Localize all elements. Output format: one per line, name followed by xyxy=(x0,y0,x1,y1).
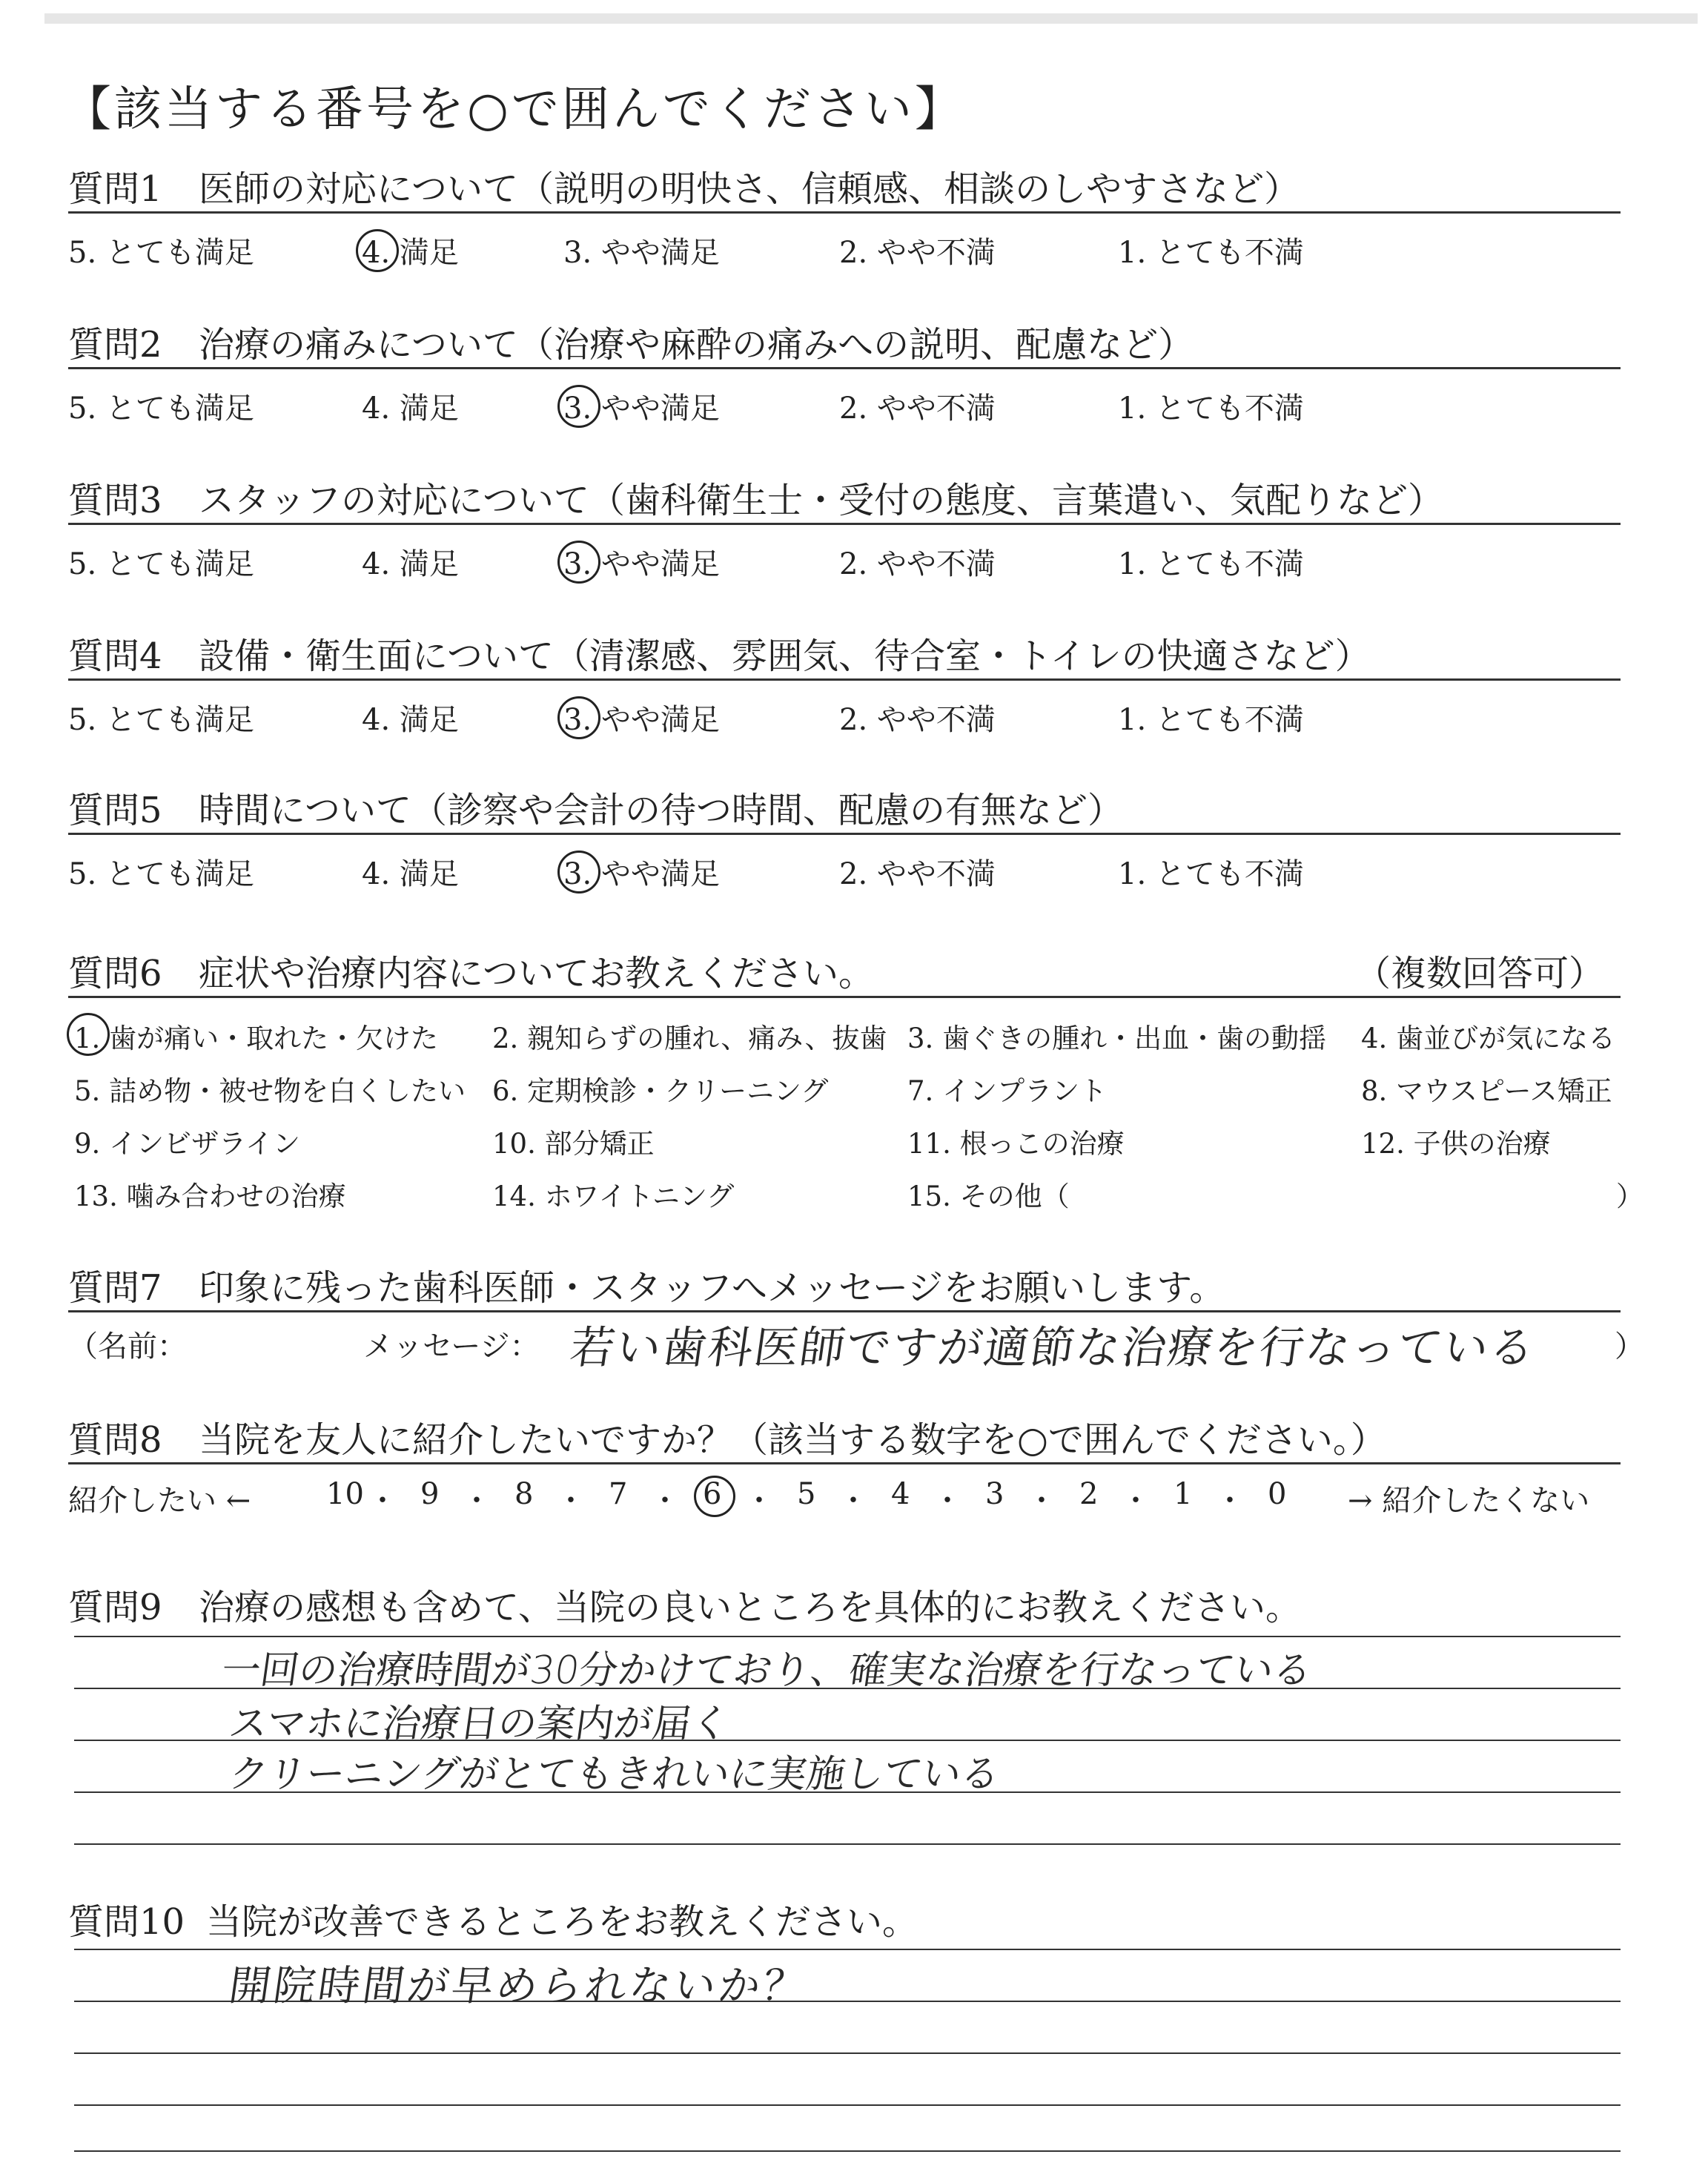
rating-option[interactable]: 1. とても不満 xyxy=(1118,392,1304,426)
question-6 xyxy=(68,951,1621,998)
rating-option[interactable]: 3. やや満足 xyxy=(563,392,720,426)
question-2 xyxy=(68,323,1621,369)
rating-option[interactable]: 1. とても不満 xyxy=(1118,547,1304,581)
question-text: 時間について（診察や会計の待つ時間、配慮の有無など） xyxy=(199,790,1124,831)
scale-value[interactable]: 1 xyxy=(1174,1477,1193,1511)
question-text: 印象に残った歯科医師・スタッフへメッセージをお願いします。 xyxy=(199,1267,1225,1309)
scale-value[interactable]: 2 xyxy=(1079,1477,1099,1511)
message-label: メッセージ： xyxy=(363,1330,540,1364)
scale-value[interactable]: 3 xyxy=(985,1477,1004,1511)
question-text: 当院を友人に紹介したいですか？（該当する数字を○で囲んでください。） xyxy=(199,1419,1386,1461)
name-label: （名前： xyxy=(68,1330,187,1364)
rating-option[interactable]: 4. 満足 xyxy=(362,857,459,891)
scale-value[interactable]: 4 xyxy=(891,1477,910,1511)
symptom-choice[interactable]: 6. 定期検診・クリーニング xyxy=(492,1075,829,1107)
question-text: 当院が改善できるところをお教えください。 xyxy=(206,1901,918,1943)
selection-circle xyxy=(67,1013,110,1056)
scale-value[interactable]: 0 xyxy=(1268,1477,1287,1511)
handwritten-improvement: 開院時間が早められないか？ xyxy=(225,1962,811,2010)
scale-separator: ・ xyxy=(556,1484,586,1518)
rating-option[interactable]: 4. 満足 xyxy=(362,236,459,270)
scan-edge xyxy=(44,13,1698,24)
question-4 xyxy=(68,634,1621,681)
symptom-choice[interactable]: 3. 歯ぐきの腫れ・出血・歯の動揺 xyxy=(907,1023,1327,1054)
symptom-choice[interactable]: 13. 噛み合わせの治療 xyxy=(74,1180,346,1212)
scale-separator: ・ xyxy=(650,1484,680,1518)
writing-line xyxy=(74,1636,1621,1637)
question-number: 質問1 xyxy=(68,168,162,210)
symptom-choice[interactable]: 1. 歯が痛い・取れた・欠けた xyxy=(74,1023,439,1054)
selection-circle xyxy=(557,851,600,894)
scale-separator: ・ xyxy=(933,1484,962,1518)
rating-option[interactable]: 3. やや満足 xyxy=(563,547,720,581)
not-recommend-label: → 紹介したくない xyxy=(1348,1484,1590,1518)
symptom-choice[interactable]: 9. インビザライン xyxy=(74,1128,300,1160)
question-text: 医師の対応について（説明の明快さ、信頼感、相談のしやすさなど） xyxy=(199,168,1300,210)
rating-option[interactable]: 1. とても不満 xyxy=(1118,236,1304,270)
question-text: 治療の感想も含めて、当院の良いところを具体的にお教えください。 xyxy=(199,1587,1302,1628)
symptom-choice[interactable]: 14. ホワイトニング xyxy=(492,1180,735,1212)
selection-circle xyxy=(356,229,399,272)
scale-value[interactable]: 6 xyxy=(703,1477,722,1511)
scale-separator: ・ xyxy=(838,1484,868,1518)
question-number: 質問6 xyxy=(68,953,162,994)
symptom-choice[interactable]: 2. 親知らずの腫れ、痛み、抜歯 xyxy=(492,1023,887,1054)
handwritten-answer-line-1: 一回の治療時間が30分かけており、確実な治療を行なっている xyxy=(219,1648,1315,1693)
question-text: 設備・衛生面について（清潔感、雰囲気、待合室・トイレの快適さなど） xyxy=(199,635,1371,677)
rating-option[interactable]: 4. 満足 xyxy=(362,547,459,581)
question-text: 治療の痛みについて（治療や麻酔の痛みへの説明、配慮など） xyxy=(199,324,1194,366)
symptom-choice[interactable]: 12. 子供の治療 xyxy=(1361,1128,1551,1160)
scale-separator: ・ xyxy=(1027,1484,1056,1518)
rating-option[interactable]: 5. とても満足 xyxy=(68,857,254,891)
question-number: 質問3 xyxy=(68,480,162,521)
symptom-choice[interactable]: 11. 根っこの治療 xyxy=(907,1128,1125,1160)
question-5 xyxy=(68,788,1621,835)
handwritten-answer-line-3: クリーニングがとてもきれいに実施している xyxy=(226,1752,1003,1797)
question-text: スタッフの対応について（歯科衛生士・受付の態度、言葉遣い、気配りなど） xyxy=(199,480,1444,521)
symptom-choice[interactable]: 5. 詰め物・被せ物を白くしたい xyxy=(74,1075,466,1107)
writing-line xyxy=(74,1949,1621,1950)
message-close-paren: ） xyxy=(1615,1330,1644,1364)
rating-option[interactable]: 5. とても満足 xyxy=(68,236,254,270)
writing-line xyxy=(74,2052,1621,2054)
symptom-choice[interactable]: 4. 歯並びが気になる xyxy=(1361,1023,1616,1054)
rating-option[interactable]: 1. とても不満 xyxy=(1118,857,1304,891)
symptom-choice[interactable]: 7. インプラント xyxy=(907,1075,1108,1107)
rating-option[interactable]: 5. とても満足 xyxy=(68,547,254,581)
question-8 xyxy=(68,1418,1621,1464)
symptom-choice[interactable]: 10. 部分矯正 xyxy=(492,1128,655,1160)
selection-circle xyxy=(557,385,600,428)
scale-separator: ・ xyxy=(368,1484,397,1518)
scale-value[interactable]: 9 xyxy=(420,1477,440,1511)
rating-option[interactable]: 3. やや満足 xyxy=(563,857,720,891)
question-7 xyxy=(68,1266,1621,1312)
scale-separator: ・ xyxy=(1121,1484,1151,1518)
rating-option[interactable]: 2. やや不満 xyxy=(839,236,996,270)
rating-option[interactable]: 4. 満足 xyxy=(362,392,459,426)
scale-value[interactable]: 8 xyxy=(514,1477,534,1511)
rating-option[interactable]: 2. やや不満 xyxy=(839,703,996,737)
scale-value[interactable]: 7 xyxy=(609,1477,628,1511)
scale-separator: ・ xyxy=(744,1484,774,1518)
rating-option[interactable]: 3. やや満足 xyxy=(563,236,720,270)
rating-option[interactable]: 2. やや不満 xyxy=(839,857,996,891)
question-number: 質問8 xyxy=(68,1419,162,1461)
scale-value[interactable]: 5 xyxy=(797,1477,816,1511)
handwritten-answer-line-2: スマホに治療日の案内が届く xyxy=(226,1702,733,1746)
page-title: 【該当する番号を○で囲んでください】 xyxy=(64,82,965,137)
question-3 xyxy=(68,478,1621,525)
question-1 xyxy=(68,167,1621,214)
scale-value[interactable]: 10 xyxy=(326,1477,364,1511)
scale-separator: ・ xyxy=(1215,1484,1245,1518)
question-number: 質問2 xyxy=(68,324,162,366)
question-10 xyxy=(68,1900,1621,1944)
symptom-choice[interactable]: 8. マウスピース矯正 xyxy=(1361,1075,1612,1107)
handwritten-message: 若い歯科医師ですが適節な治療を行なっている xyxy=(566,1322,1540,1374)
rating-option[interactable]: 2. やや不満 xyxy=(839,392,996,426)
selection-circle xyxy=(557,541,600,584)
rating-option[interactable]: 5. とても満足 xyxy=(68,703,254,737)
writing-line xyxy=(74,2104,1621,2106)
multiple-answer-note: （複数回答可） xyxy=(1354,953,1604,994)
question-number: 質問4 xyxy=(68,635,162,677)
writing-line xyxy=(74,2150,1621,2152)
rating-option[interactable]: 3. やや満足 xyxy=(563,703,720,737)
selection-circle xyxy=(557,696,600,739)
scale-separator: ・ xyxy=(462,1484,491,1518)
question-number: 質問9 xyxy=(68,1587,162,1628)
question-number: 質問7 xyxy=(68,1267,162,1309)
symptom-choice[interactable]: 15. その他（ xyxy=(907,1180,1070,1212)
other-close-paren: ） xyxy=(1616,1180,1644,1212)
question-9 xyxy=(68,1585,1621,1630)
question-number: 質問10 xyxy=(68,1901,185,1943)
writing-line xyxy=(74,1843,1621,1845)
question-number: 質問5 xyxy=(68,790,162,831)
recommend-label: 紹介したい ← xyxy=(68,1484,251,1518)
rating-option[interactable]: 1. とても不満 xyxy=(1118,703,1304,737)
rating-option[interactable]: 2. やや不満 xyxy=(839,547,996,581)
question-text: 症状や治療内容についてお教えください。 xyxy=(199,953,875,994)
rating-option[interactable]: 5. とても満足 xyxy=(68,392,254,426)
rating-option[interactable]: 4. 満足 xyxy=(362,703,459,737)
selection-circle xyxy=(694,1476,735,1517)
